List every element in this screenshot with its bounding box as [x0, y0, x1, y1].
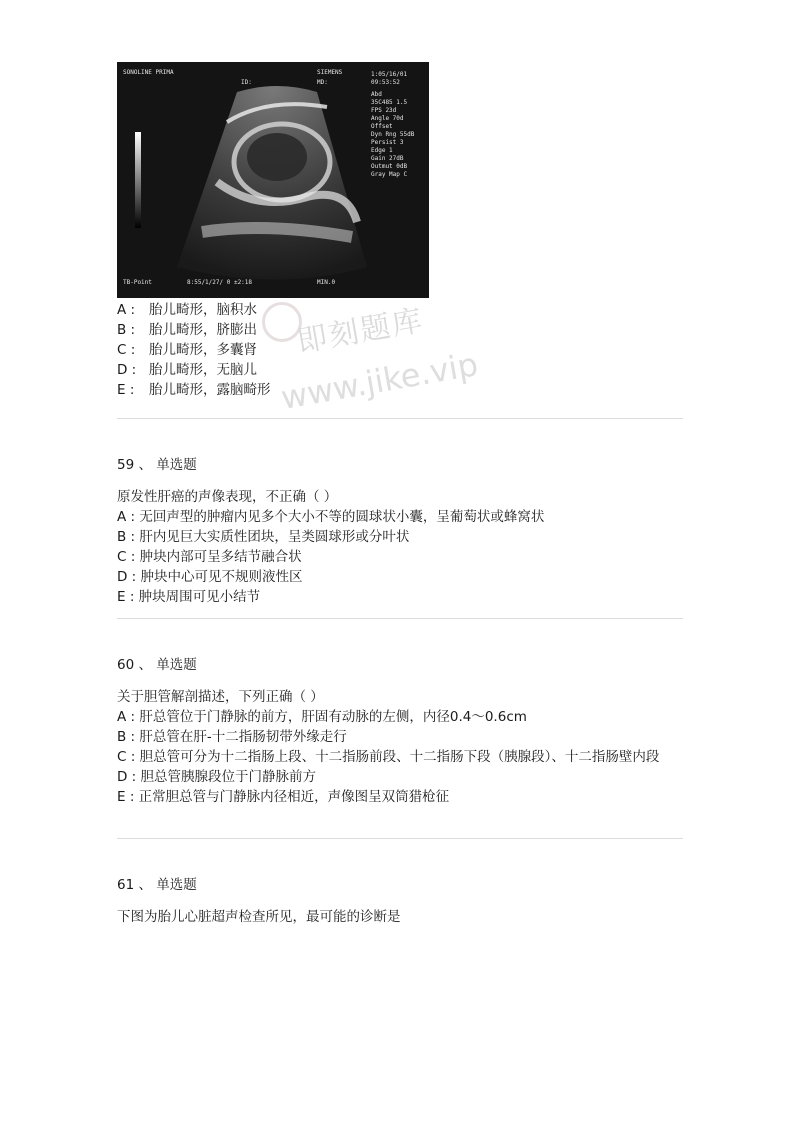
question-61	[117, 875, 697, 927]
option-a[interactable]: A : 胎儿畸形，脑积水	[117, 302, 257, 318]
question-header: 59 、 单选题	[117, 457, 197, 473]
question-header: 61 、 单选题	[117, 877, 197, 893]
overlay-date: 1:05/16/01	[371, 71, 408, 78]
overlay-time: 09:53:52	[371, 79, 400, 86]
overlay-param: Gray Map C	[371, 171, 408, 178]
question-60	[117, 655, 697, 807]
overlay-md: MD:	[317, 79, 328, 86]
overlay-top-left: SONOLINE PRIMA	[123, 69, 174, 76]
option-e[interactable]: E : 正常胆总管与门静脉内径相近，声像图呈双筒猎枪征	[117, 789, 450, 805]
overlay-param: Outmut 0dB	[371, 163, 408, 170]
option-b[interactable]: B : 胎儿畸形，脐膨出	[117, 322, 257, 338]
watermark-cn: 即刻题库	[294, 303, 427, 360]
overlay-param: Offset	[371, 123, 393, 130]
overlay-top-right: SIEMENS	[317, 69, 343, 76]
overlay-bottom-mid: 8:55/1/27/ 0 ±2:18	[187, 279, 253, 286]
option-b[interactable]: B : 肝总管在肝-十二指肠韧带外缘走行	[117, 729, 347, 745]
overlay-bottom-right: MIN.0	[317, 279, 336, 286]
watermark	[262, 296, 481, 417]
overlay-param: FPS 23d	[371, 107, 397, 114]
question-header: 60 、 单选题	[117, 657, 197, 673]
overlay-param: Dyn Rng 55dB	[371, 131, 415, 138]
option-d[interactable]: D : 胆总管胰腺段位于门静脉前方	[117, 769, 317, 785]
option-e[interactable]: E : 胎儿畸形，露脑畸形	[117, 382, 271, 398]
option-b[interactable]: B : 肝内见巨大实质性团块，呈类圆球形或分叶状	[117, 529, 410, 545]
watermark-en: www.jike.vip	[278, 345, 481, 417]
option-a[interactable]: A : 无回声型的肿瘤内见多个大小不等的圆球状小囊，呈葡萄状或蜂窝状	[117, 509, 545, 525]
overlay-id: ID:	[241, 79, 252, 86]
option-c[interactable]: C : 肿块内部可呈多结节融合状	[117, 549, 302, 565]
question-stem: 原发性肝癌的声像表现，不正确（ ）	[117, 489, 338, 505]
q58-options	[117, 300, 271, 400]
overlay-param: Angle 70d	[371, 115, 404, 122]
option-e[interactable]: E : 肿块周围可见小结节	[117, 589, 261, 605]
overlay-param: Abd	[371, 91, 382, 98]
overlay-param: Edge 1	[371, 147, 393, 154]
option-a[interactable]: A : 肝总管位于门静脉的前方，肝固有动脉的左侧，内径0.4～0.6cm	[117, 709, 527, 725]
divider	[117, 618, 683, 619]
option-d[interactable]: D : 肿块中心可见不规则液性区	[117, 569, 303, 585]
overlay-param: 35C485 1.5	[371, 99, 408, 106]
ultrasound-image	[117, 62, 429, 298]
divider	[117, 418, 683, 419]
overlay-bottom-left: TB-Point	[123, 279, 152, 286]
overlay-param: Gain 27dB	[371, 155, 404, 162]
overlay-param: Persist 3	[371, 139, 404, 146]
question-stem: 下图为胎儿心脏超声检查所见，最可能的诊断是	[117, 909, 401, 925]
divider	[117, 838, 683, 839]
option-c[interactable]: C : 胆总管可分为十二指肠上段、十二指肠前段、十二指肠下段（胰腺段）、十二指肠壁内段	[117, 749, 660, 765]
option-c[interactable]: C : 胎儿畸形，多囊肾	[117, 342, 257, 358]
option-d[interactable]: D : 胎儿畸形，无脑儿	[117, 362, 257, 378]
question-stem: 关于胆管解剖描述，下列正确（ ）	[117, 689, 324, 705]
question-59	[117, 455, 697, 607]
